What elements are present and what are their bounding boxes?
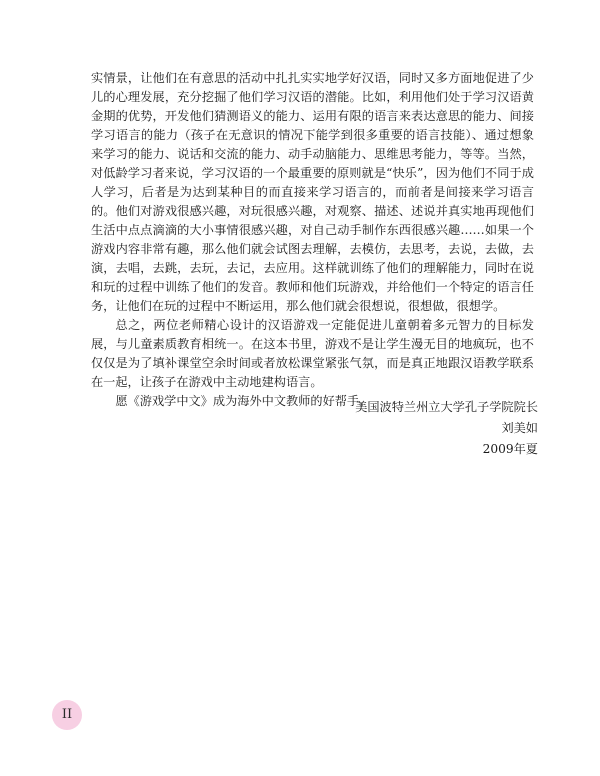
paragraph-2: 总之，两位老师精心设计的汉语游戏一定能促进儿童朝着多元智力的目标发展，与儿童素质教育相统一。在这本书里，游戏不是让学生漫无目的地疯玩，也不仅仅是为了填补课堂空余时间或者放松课堂紧张气氛，而是真正地跟汉语教学联系在一起，让孩子在游戏中主动地建构语言。 (91, 318, 534, 389)
page-number: II (61, 707, 73, 722)
paragraph-1: 实情景，让他们在有意思的活动中扎扎实实地学好汉语，同时又多方面地促进了少儿的心理发展，充分挖掘了他们学习汉语的潜能。比如，利用他们处于学习汉语黄金期的优势，开发他们猜测语义的能力、运用有限的语言来表达意思的能力、间接学习语言的能力（孩子在无意识的情况下能学到很多重要的语言技能）、通过想象来学习的能力、说话和交流的能力、动手动脑能力、思维思考能力，等等。当然，对低龄学习者来说，学习汉语的一个最重要的原则就是“快乐”，因为他们不同于成人学习，后者是为达到某种目的而直接来学习语言的，而前者是间接来学习语言的。他们对游戏很感兴趣，对玩很感兴趣，对观察、描述、述说并真实地再现他们生活中点点滴滴的大小事情很感兴趣，对自己动手制作东西很感兴趣……如果一个游戏内容非常有趣，那么他们就会试图去理解，去模仿，去思考，去说，去做，去演，去唱，去跳，去玩，去记，去应用。这样就训练了他们的理解能力，同时在说和玩的过程中训练了他们的发音。教师和他们玩游戏，并给他们一个特定的语言任务，让他们在玩的过程中不断运用，那么他们就会很想说，很想做，很想学。 (91, 71, 534, 313)
page-number-badge (52, 700, 82, 730)
signature-block (238, 397, 538, 460)
body-text (91, 69, 534, 411)
signature-affiliation: 美国波特兰州立大学孔子学院院长 (355, 400, 538, 414)
paragraph-3: 愿《游戏学中文》成为海外中文教师的好帮手。 (115, 394, 372, 408)
signature-name: 刘美如 (501, 421, 538, 435)
signature-date: 2009年夏 (482, 442, 538, 456)
